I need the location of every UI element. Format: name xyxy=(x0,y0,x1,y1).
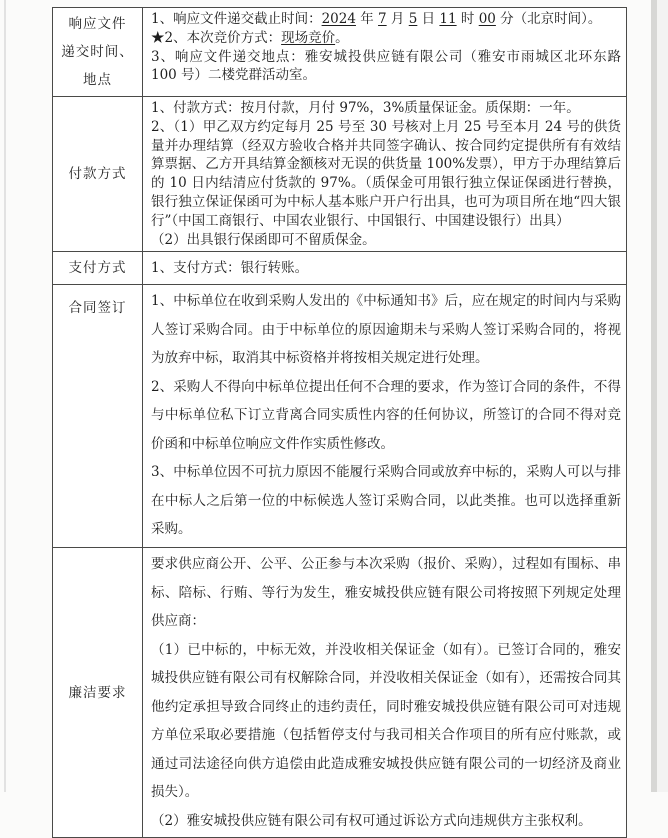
underlined-text-segment: 现场竞价 xyxy=(281,29,336,46)
text-segment: 1、中标单位在收到采购人发出的《中标通知书》后，应在规定的时间内与采购人签订采购合同。由于中标单位的原因逾期未与采购人签订采购合同的，将视为放弃中标，取消其中标资格并将按相关规定进行处理。 xyxy=(151,293,621,367)
table-row-payment-terms xyxy=(53,97,627,252)
text-segment: 1、付款方式：按月付款，月付 97%，3%质量保证金。质保期：一年。 xyxy=(151,100,580,116)
page-edge-right-soft xyxy=(657,0,668,792)
row-label-payment-method xyxy=(53,252,143,285)
row-label-contract-signing xyxy=(53,285,143,548)
table-body xyxy=(53,8,627,838)
text-segment: 分（北京时间）。 xyxy=(495,11,602,27)
row-label-integrity-requirements xyxy=(53,548,143,838)
underlined-text-segment: 11 xyxy=(439,11,457,27)
page-edge-left xyxy=(4,0,6,792)
text-segment: 1、支付方式：银行转账。 xyxy=(151,259,309,276)
content-paragraph xyxy=(151,636,621,807)
content-paragraph xyxy=(151,48,621,86)
text-segment: 时 xyxy=(456,11,479,27)
row-label-line: 支付方式 xyxy=(68,260,127,277)
row-content-integrity-requirements xyxy=(143,548,627,838)
content-paragraph xyxy=(151,550,621,636)
table-row-integrity-requirements xyxy=(53,548,627,838)
row-label-submission-info xyxy=(53,8,143,97)
content-paragraph xyxy=(151,807,621,836)
content-paragraph xyxy=(151,29,621,48)
text-segment: 日 xyxy=(417,11,440,27)
row-label-line: 地点 xyxy=(83,72,112,88)
text-segment: ★2、本次竞价方式： xyxy=(151,29,282,46)
text-segment: 3、响应文件递交地点：雅安城投供应链有限公司（雅安市雨城区北环东路 100 号）二楼党群活动室。 xyxy=(151,48,621,84)
row-label-line: 合同签订 xyxy=(68,300,127,317)
row-label-line: 廉洁要求 xyxy=(68,684,127,701)
content-paragraph xyxy=(151,373,621,459)
text-segment: 1、响应文件递交截止时间： xyxy=(151,11,322,27)
text-segment: 2、采购人不得向中标单位提出任何不合理的要求，作为签订合同的条件，不得与中标单位私下订立背离合同实质性内容的任何协议，所签订的合同不得对竞价函和中标单位响应文件作实质性修改。 xyxy=(151,378,621,452)
underlined-text-segment: 5 xyxy=(408,11,418,27)
text-segment: 2、（1）甲乙双方约定每月 25 号至 30 号核对上月 25 号至本月 24 号的供货量并办理结算（经双方验收合格并共同签字确认、按合同约定提供所有有效结算票据、乙方开具结算金额核对无误的供货量 100%发票），甲方于办理结算后的 10 日内结清应付货款的 97%。（质保金可用银行独立保证保函进行替换，银行独立保证保函可为中标人基本账户开户行出具，也可为项目所在地“四大银行”（中国工商银行、中国农业银行、中国银行、中国建设银行）出具） xyxy=(151,118,621,229)
table-row-contract-signing xyxy=(53,285,627,548)
row-label-payment-terms xyxy=(53,97,143,252)
content-paragraph xyxy=(151,231,621,250)
row-content-payment-method xyxy=(143,252,627,285)
content-paragraph xyxy=(151,118,621,231)
content-paragraph xyxy=(151,458,621,544)
content-paragraph xyxy=(151,287,621,373)
text-segment: 要求供应商公开、公平、公正参与本次采购（报价、采购），过程如有围标、串标、陪标、行贿、等行为发生，雅安城投供应链有限公司将按照下列规定处理供应商： xyxy=(151,556,621,630)
text-segment: （1）已中标的，中标无效，并没收相关保证金（如有）。已签订合同的，雅安城投供应链有限公司有权解除合同，并没收相关保证金（如有），还需按合同其他约定承担导致合同终止的违约责任，同时雅安城投供应链有限公司可对违规方单位采取必要措施（包括暂停支付与我司相关合作项目的所有应付账款，或通过司法途径向供方追偿由此造成雅安城投供应链有限公司的一切经济及商业损失）。 xyxy=(151,641,621,801)
row-content-contract-signing xyxy=(143,285,627,548)
procurement-terms-table xyxy=(52,7,627,838)
text-segment: 月 xyxy=(386,11,409,27)
content-paragraph xyxy=(151,99,621,118)
text-segment: （2）雅安城投供应链有限公司有权可通过诉讼方式向违规供方主张权利。 xyxy=(151,812,592,829)
text-segment: 。 xyxy=(335,29,349,46)
page-edge-right-band xyxy=(651,0,657,792)
row-content-payment-terms xyxy=(143,97,627,252)
table-row-payment-method xyxy=(53,252,627,285)
content-paragraph xyxy=(151,259,621,278)
text-segment: （2）出具银行保函即可不留质保金。 xyxy=(151,231,376,248)
row-content-submission-info xyxy=(143,8,627,97)
underlined-text-segment: 2024 xyxy=(321,11,356,27)
underlined-text-segment: 7 xyxy=(378,11,387,27)
text-segment: 年 xyxy=(355,11,379,27)
text-segment: 3、中标单位因不可抗力原因不能履行采购合同或放弃中标的，采购人可以与排在中标人之后第一位的中标候选人签订采购合同，以此类推。也可以选择重新采购。 xyxy=(151,464,621,538)
content-paragraph xyxy=(151,10,621,29)
underlined-text-segment: 00 xyxy=(478,11,496,27)
row-label-line: 响应文件 xyxy=(68,16,127,32)
row-label-line: 付款方式 xyxy=(68,166,127,183)
row-label-line: 递交时间、 xyxy=(61,44,134,60)
table-row-submission-info xyxy=(53,8,627,97)
